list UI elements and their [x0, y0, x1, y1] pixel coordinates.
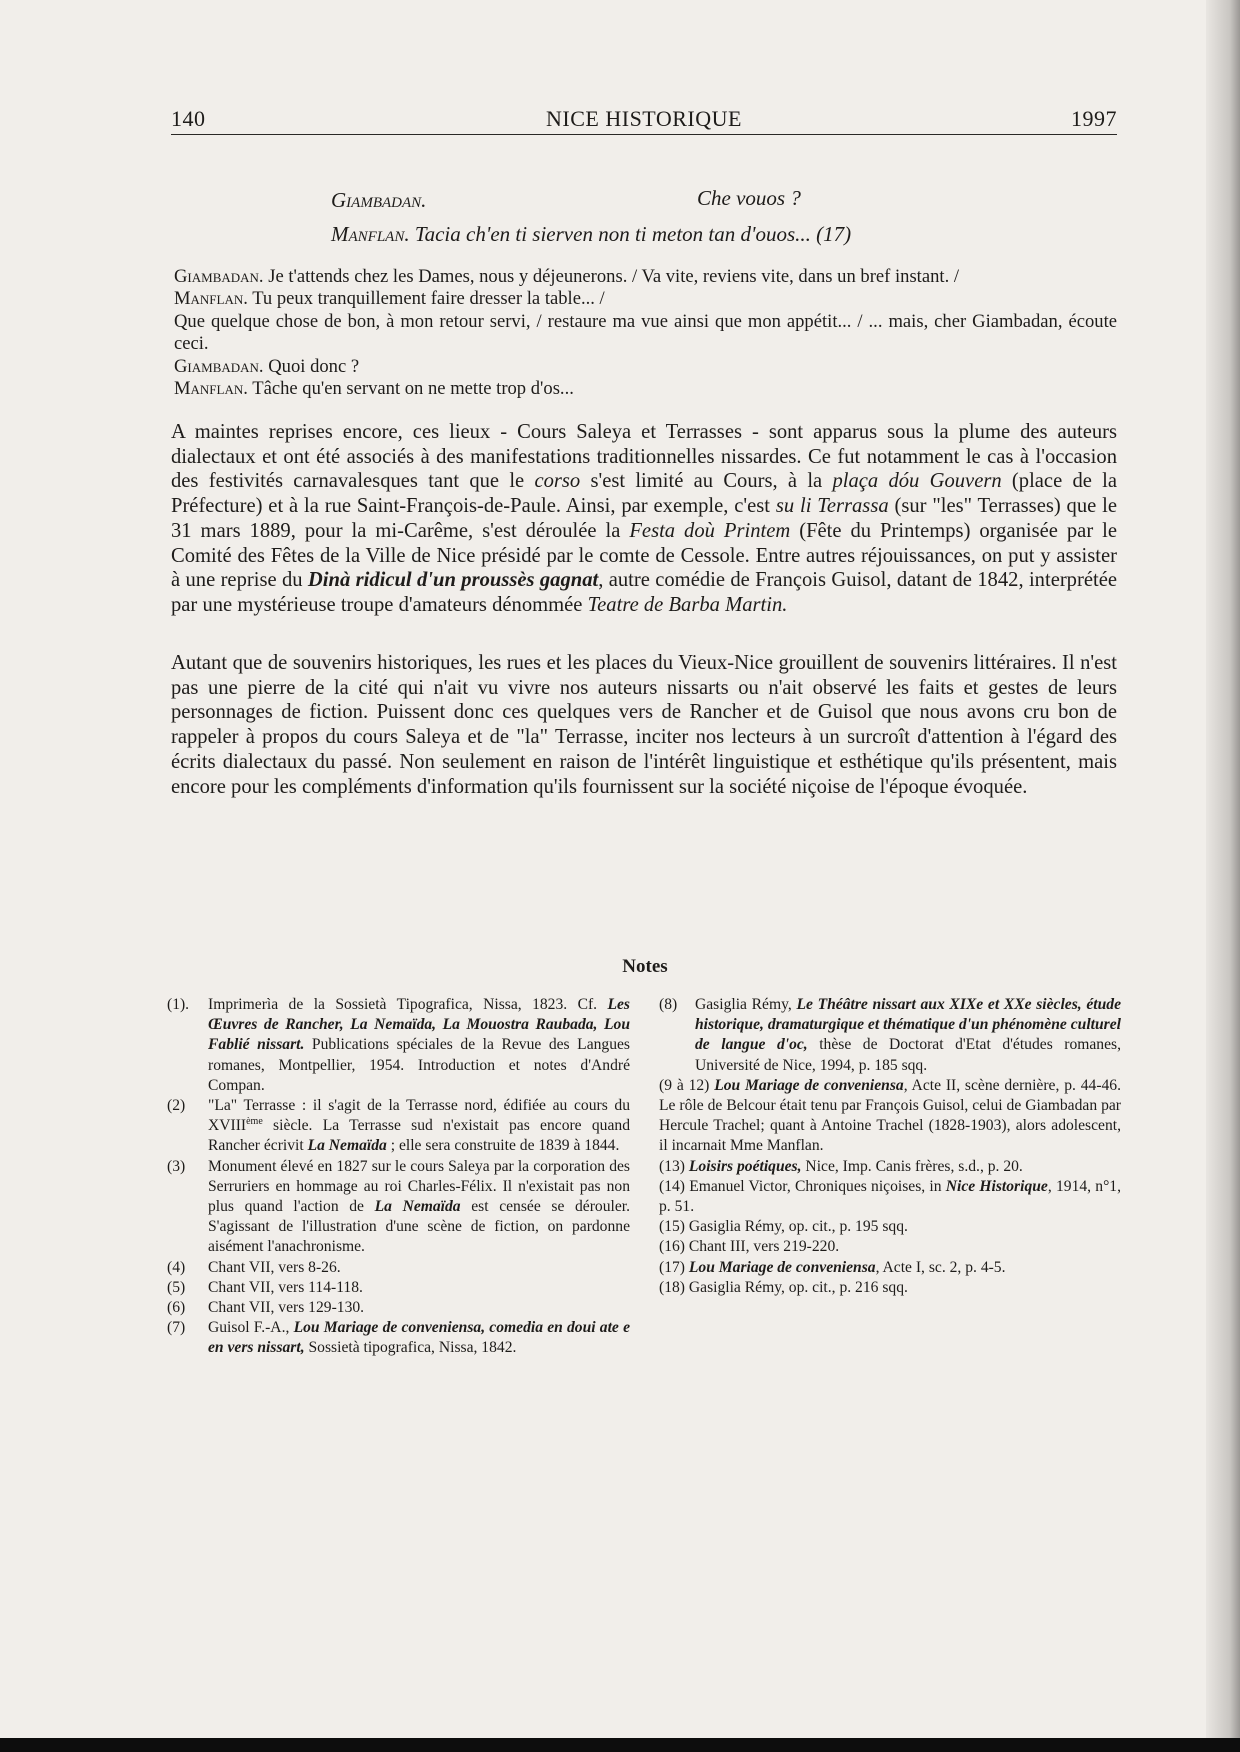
italic-term: plaça dóu Gouvern [832, 470, 1002, 493]
note-number: (13) [659, 1157, 685, 1175]
note-number: (7) [167, 1319, 186, 1337]
note-item [167, 1318, 630, 1358]
note-text: Chant VII, vers 129-130. [208, 1299, 365, 1317]
note-text: , 1914, n°1, p. 51. [659, 1177, 1121, 1216]
note-text: Chant VII, vers 8-26. [208, 1258, 341, 1276]
text-run: (place de la Préfecture) et à la rue Saint-François-de-Paule. Ainsi, par exemple, c'est [171, 470, 1118, 518]
note-number: (2) [167, 1097, 186, 1115]
translation-text: Que quelque chose de bon, à mon retour servi, / restaure ma vue ainsi que mon appétit... / ... mais, cher Giambadan, écoute ceci. [174, 310, 1117, 355]
note-title: La Nemaïda [374, 1198, 461, 1216]
note-number: (3) [167, 1157, 186, 1175]
text-run: s'est limité au Cours, à la [580, 470, 833, 493]
translation-line [174, 356, 1117, 378]
note-text: Chant III, vers 219-220. [688, 1238, 840, 1256]
superscript: ème [246, 1116, 263, 1128]
note-title: Lou Mariage de conveniensa [688, 1258, 876, 1276]
italic-term: Teatre de Barba Martin. [587, 593, 788, 616]
note-item [167, 1157, 630, 1258]
note-number: (18) [659, 1278, 685, 1296]
note-text: Gasiglia Rémy, op. cit., p. 216 sqq. [688, 1278, 908, 1296]
notes-left-column [167, 995, 630, 1359]
note-item [167, 1278, 630, 1298]
text-run: (sur "les" Terrasses) que le 31 mars 1889, pour la mi-Carême, s'est déroulée la [171, 495, 1117, 542]
text-run: , autre comédie de François Guisol, datant de 1842, interprétée par une mystérieuse troupe d'amateurs dénommée [171, 569, 1117, 616]
journal-title: NICE HISTORIQUE [546, 106, 742, 131]
translation-text: Tu peux tranquillement faire dresser la table... / [247, 288, 605, 310]
translation-line [174, 378, 1117, 400]
note-title: La Nemaïda [307, 1137, 387, 1155]
note-text: , Acte II, scène dernière, p. 44-46. Le rôle de Belcour était tenu par François Guisol, celui de Giambadan par Hercule Trachel; quant à Antoine Trachel (1828-1903), alors adolescent, il incarnait Mme Manflan. [659, 1076, 1121, 1155]
note-text: Chant VII, vers 114-118. [208, 1278, 363, 1296]
note-text: est censée se dérouler. S'agissant de l'illustration d'une scène de fiction, on pardonne aisément l'anachronisme. [208, 1198, 630, 1256]
note-text: Monument élevé en 1827 sur le cours Saleya par la corporation des Serruriers en hommage au roi Charles-Félix. Il n'existait pas non plus quand l'action de [208, 1157, 630, 1216]
note-number: (5) [167, 1278, 186, 1296]
notes-heading: Notes [622, 956, 668, 977]
work-title: Dinà ridicul d'un proussès gagnat [307, 569, 599, 592]
note-text: thèse de Doctorat d'Etat d'études romanes, Université de Nice, 1994, p. 185 sqq. [695, 1036, 1121, 1074]
body-paragraph-1 [171, 420, 1117, 618]
translation-line [174, 266, 1117, 288]
note-text: Gasiglia Rémy, [695, 996, 797, 1013]
note-item [167, 1298, 630, 1318]
note-title: Loisirs poétiques, [688, 1157, 802, 1175]
verse-line-2-text: Tacia ch'en ti sierven non ti meton tan d'ouos... (17) [414, 222, 852, 246]
note-number: (8) [659, 996, 678, 1013]
page-bottom-edge [0, 1738, 1240, 1752]
note-item [659, 1076, 1121, 1157]
note-text: Sossietà tipografica, Nissa, 1842. [304, 1339, 517, 1357]
note-text: Emanuel Victor, Chroniques niçoises, in [689, 1177, 946, 1195]
note-item [659, 1237, 1121, 1257]
text-run: A maintes reprises encore, ces lieux - Cours Saleya et Terrasses - sont apparus sous la plume des auteurs dialectaux et ont été associés à des manifestations traditionnelles nissardes. Ce fut notamment le cas à l'occasion des festivités carnavalesques tant que le [171, 421, 1117, 493]
italic-term: su li Terrassa [775, 495, 889, 518]
italic-term: corso [534, 470, 581, 493]
page-number: 140 [171, 106, 206, 131]
note-text: Gasiglia Rémy, op. cit., p. 195 sqq. [688, 1218, 908, 1236]
note-number: (15) [659, 1218, 685, 1236]
note-item [167, 1258, 630, 1278]
note-text: Guisol F.-A., [208, 1319, 294, 1337]
note-text: "La" Terrasse : il s'agit de la Terrasse nord, édifiée au cours du XVIII [208, 1097, 630, 1135]
speaker-name: Manflan. [174, 378, 248, 400]
note-title: Le Théâtre nissart aux XIXe et XXe siècles, étude historique, dramaturgique et thématique d'un phénomène culturel de langue d'oc, [695, 996, 1121, 1054]
verse-line-2 [331, 222, 851, 247]
note-number: (17) [659, 1258, 685, 1276]
italic-term: Festa doù Printem [629, 519, 791, 542]
note-item [659, 995, 1121, 1076]
translation-line [174, 311, 1117, 356]
text-run: (Fête du Printemps) organisée par le Comité des Fêtes de la Ville de Nice présidé par le comte de Cessole. Entre autres réjouissances, on put y assister à une reprise du [171, 519, 1117, 592]
note-item [659, 1258, 1121, 1278]
notes-right-column [659, 995, 1121, 1298]
note-title: Nice Historique [945, 1177, 1048, 1195]
note-text: , Acte I, sc. 2, p. 4-5. [875, 1258, 1006, 1276]
verse-speaker-manflan: Manflan. [331, 222, 410, 246]
note-text: Publications spéciales de la Revue des Langues romanes, Montpellier, 1954. Introduction et notes d'André Compan. [208, 1036, 630, 1094]
note-text: siècle. La Terrasse sud n'existait pas encore quand Rancher écrivit [208, 1117, 630, 1155]
note-item [659, 1177, 1121, 1217]
note-number: (4) [167, 1258, 186, 1276]
verse-speaker-giambadan: Giambadan. [331, 188, 427, 212]
note-item [659, 1217, 1121, 1237]
verse-line-1: Che vouos ? [697, 186, 801, 210]
note-number: (16) [659, 1238, 685, 1256]
note-title: Lou Mariage de conveniensa, comedia en doui ate e en vers nissart, [208, 1319, 630, 1357]
translation-text: Quoi donc ? [263, 355, 360, 377]
publication-year: 1997 [1071, 106, 1117, 131]
speaker-name: Giambadan. [174, 266, 264, 287]
translation-block [174, 266, 1117, 400]
note-text: ; elle sera construite de 1839 à 1844. [386, 1137, 620, 1155]
speaker-name: Giambadan. [174, 355, 264, 377]
note-item [659, 1278, 1121, 1298]
note-item [167, 995, 630, 1096]
translation-text: Tâche qu'en servant on ne mette trop d'os... [247, 378, 574, 400]
body-paragraph-2 [171, 651, 1117, 799]
paragraph-text: Autant que de souvenirs historiques, les rues et les places du Vieux-Nice grouillent de souvenirs littéraires. Il n'est pas une pierre de la cité qui n'ait vu vivre nos auteurs nissarts ou n'ait observé les faits et gestes de leurs personnages de fiction. Puissent donc ces quelques vers de Rancher et de Guisol que nous avons cru bon de rappeler à propos du cours Saleya et de "la" Terrasse, inciter nos lecteurs à un surcroît d'attention à l'égard des écrits dialectaux du passé. Non seulement en raison de l'intérêt linguistique et esthétique qu'ils présentent, mais encore pour les compléments d'information qu'ils fournissent sur la société niçoise de l'époque évoquée. [171, 652, 1117, 798]
translation-line [174, 288, 1117, 310]
note-number: (9 à 12) [659, 1076, 710, 1094]
note-item [659, 1157, 1121, 1177]
speaker-name: Manflan. [174, 288, 248, 310]
note-number: (1). [167, 996, 190, 1013]
page-edge-shadow [1206, 0, 1240, 1752]
note-text: Imprimerìa de la Sossietà Tipografica, Nissa, 1823. Cf. [208, 996, 608, 1013]
note-item [167, 1096, 630, 1157]
translation-text: Je t'attends chez les Dames, nous y déjeunerons. / Va vite, reviens vite, dans un bref instant. / [263, 266, 960, 287]
note-title: Lou Mariage de conveniensa [714, 1076, 904, 1094]
note-text: Nice, Imp. Canis frères, s.d., p. 20. [801, 1157, 1023, 1175]
note-number: (14) [659, 1177, 685, 1195]
note-title: Les Œuvres de Rancher, La Nemaïda, La Mouostra Raubada, Lou Fablié nissart. [208, 996, 630, 1054]
note-number: (6) [167, 1299, 186, 1317]
running-header [171, 106, 1117, 135]
